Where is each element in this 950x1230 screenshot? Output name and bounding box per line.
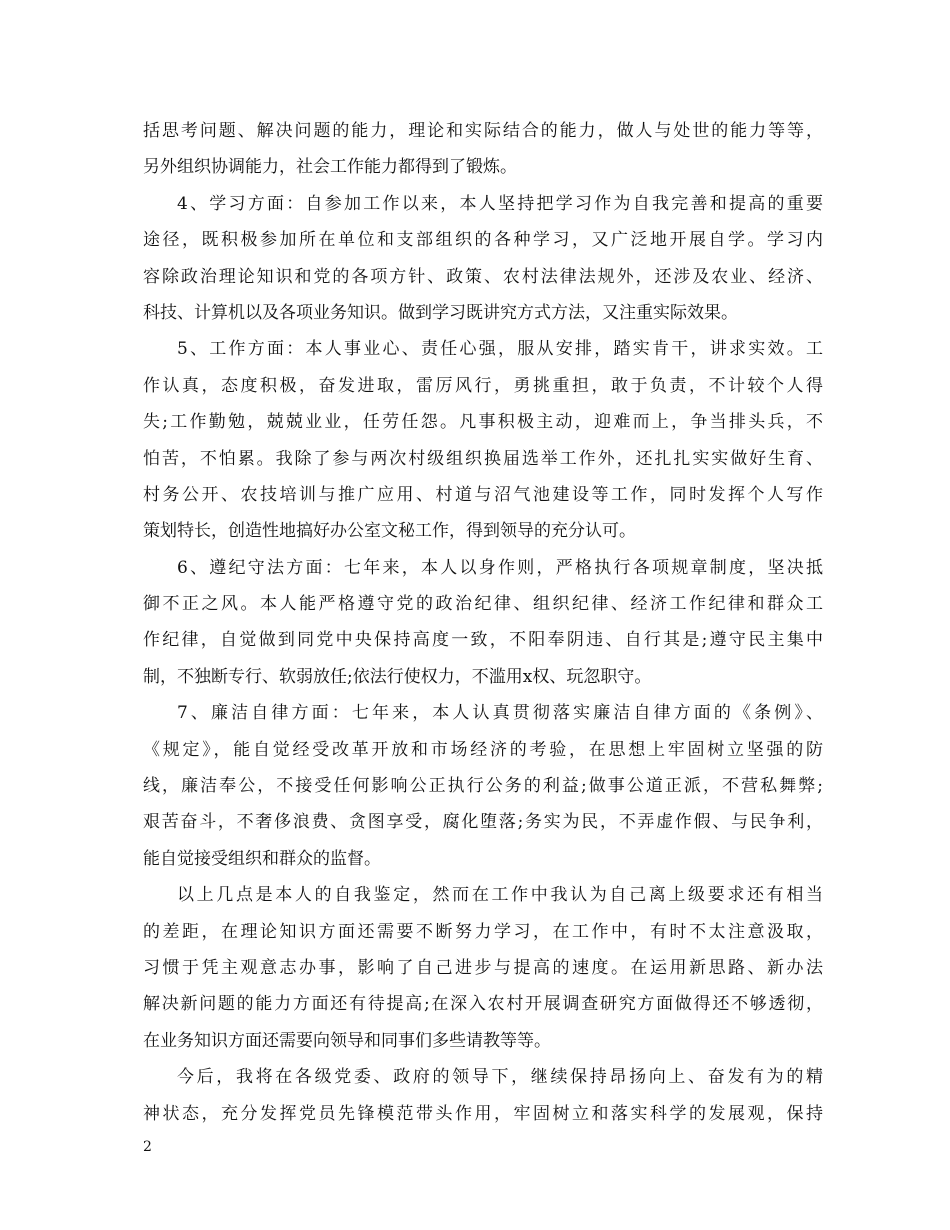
text-line: 能自觉接受组织和群众的监督。 [143,848,381,869]
text-line: 御不正之风。本人能严格遵守党的政治纪律、组织纪律、经济工作纪律和群众工 [143,594,823,615]
text-line: 6、遵纪守法方面：七年来，本人以身作则，严格执行各项规章制度，坚决抵 [177,557,823,578]
text-line: 4、学习方面：自参加工作以来，本人坚持把学习作为自我完善和提高的重要 [177,193,823,214]
text-line: 作纪律，自觉做到同党中央保持高度一致，不阳奉阴违、自行其是;遵守民主集中 [143,630,823,651]
text-line: 失;工作勤勉，兢兢业业，任劳任怨。凡事积极主动，迎难而上，争当排头兵，不 [143,412,823,433]
text-line: 5、工作方面：本人事业心、责任心强，服从安排，踏实肯干，讲求实效。工 [177,339,823,360]
page-number: 2 [143,1139,152,1155]
body-text [143,113,823,1132]
text-line: 作认真，态度积极，奋发进取，雷厉风行，勇挑重担，敢于负责，不计较个人得 [143,375,823,396]
text-line: 的差距，在理论知识方面还需要不断努力学习，在工作中，有时不太注意汲取， [143,921,823,942]
text-line: 神状态，充分发挥党员先锋模范带头作用，牢固树立和落实科学的发展观，保持 [143,1103,823,1124]
text-line: 容除政治理论知识和党的各项方针、政策、农村法律法规外，还涉及农业、经济、 [143,266,823,287]
text-line: 科技、计算机以及各项业务知识。做到学习既讲究方式方法，又注重实际效果。 [143,302,738,323]
text-line: 《规定》，能自觉经受改革开放和市场经济的考验，在思想上牢固树立坚强的防 [143,739,823,760]
text-line: 怕苦，不怕累。我除了参与两次村级组织换届选举工作外，还扎扎实实做好生育、 [143,448,823,469]
text-line: 习惯于凭主观意志办事，影响了自己进步与提高的速度。在运用新思路、新办法 [143,957,823,978]
text-line: 另外组织协调能力，社会工作能力都得到了锻炼。 [143,157,517,178]
text-line: 今后，我将在各级党委、政府的领导下，继续保持昂扬向上、奋发有为的精 [177,1067,823,1088]
text-line: 制，不独断专行、软弱放任;依法行使权力，不滥用x权、玩忽职守。 [143,666,652,687]
text-line: 7、廉洁自律方面：七年来，本人认真贯彻落实廉洁自律方面的《条例》、 [177,703,823,724]
text-line: 村务公开、农技培训与推广应用、村道与沼气池建设等工作，同时发挥个人写作 [143,484,823,505]
text-line: 线，廉洁奉公，不接受任何影响公正执行公务的利益;做事公道正派，不营私舞弊; [143,776,823,797]
text-line: 以上几点是本人的自我鉴定，然而在工作中我认为自己离上级要求还有相当 [177,885,823,906]
text-line: 艰苦奋斗，不奢侈浪费、贪图享受，腐化堕落;务实为民，不弄虚作假、与民争利， [143,812,823,833]
text-line: 策划特长，创造性地搞好办公室文秘工作，得到领导的充分认可。 [143,521,636,542]
text-line: 解决新问题的能力方面还有待提高;在深入农村开展调查研究方面做得还不够透彻， [143,994,823,1015]
text-line: 括思考问题、解决问题的能力，理论和实际结合的能力，做人与处世的能力等等， [143,121,823,141]
text-line: 途径，既积极参加所在单位和支部组织的各种学习，又广泛地开展自学。学习内 [143,230,823,251]
text-line: 在业务知识方面还需要向领导和同事们多些请教等等。 [143,1030,551,1051]
